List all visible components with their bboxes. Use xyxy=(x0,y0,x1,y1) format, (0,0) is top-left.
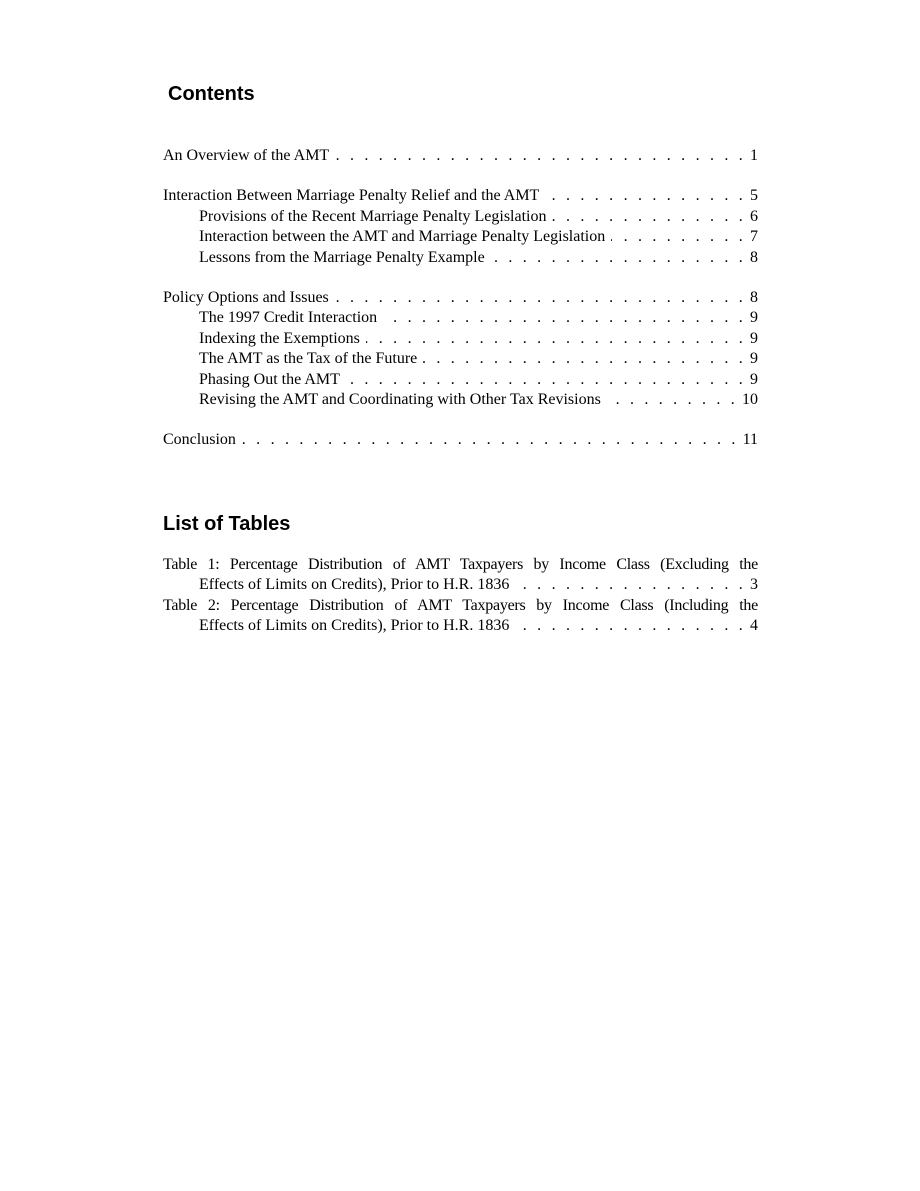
dot-leader xyxy=(335,288,746,308)
toc-entry-title: Provisions of the Recent Marriage Penalty Legislation xyxy=(199,207,547,225)
dot-leader xyxy=(515,575,746,595)
toc-entry-page: 11 xyxy=(742,431,758,449)
table-entry[interactable] xyxy=(163,555,758,596)
toc-entry-page: 9 xyxy=(750,370,758,388)
table-entry-title-line1: Table 2: Percentage Distribution of AMT Taxpayers by Income Class (Including the xyxy=(163,596,758,614)
table-entry-page: 3 xyxy=(750,576,758,594)
toc-entry-page: 9 xyxy=(750,350,758,368)
dot-leader xyxy=(552,207,746,227)
dot-leader xyxy=(423,349,746,369)
toc-entry-title: Policy Options and Issues xyxy=(163,288,329,306)
toc-entry-page: 10 xyxy=(742,390,758,408)
toc-entry-title: Interaction Between Marriage Penalty Relief and the AMT xyxy=(163,187,540,205)
toc-entry-title: Interaction between the AMT and Marriage Penalty Legislation xyxy=(199,228,606,246)
toc-entry-page: 9 xyxy=(750,329,758,347)
toc-entry[interactable] xyxy=(163,288,758,308)
toc-subentry[interactable] xyxy=(163,349,758,369)
list-of-tables-heading: List of Tables xyxy=(163,513,291,535)
dot-leader xyxy=(335,146,746,166)
toc-subentry[interactable] xyxy=(163,370,758,390)
toc-section-conclusion xyxy=(163,430,758,450)
toc-section-interaction xyxy=(163,186,758,268)
toc-entry-title: Conclusion xyxy=(163,431,236,449)
toc-entry-page: 6 xyxy=(750,207,758,225)
toc-entry-page: 7 xyxy=(750,228,758,246)
dot-leader xyxy=(242,430,739,450)
toc-entry-title: Revising the AMT and Coordinating with Other Tax Revisions xyxy=(199,390,601,408)
dot-leader xyxy=(346,370,746,390)
toc-entry[interactable] xyxy=(163,430,758,450)
toc-section-overview xyxy=(163,146,758,166)
table-entry-line2 xyxy=(163,616,758,636)
table-entry[interactable] xyxy=(163,596,758,637)
toc-entry-title: Phasing Out the AMT xyxy=(199,370,340,388)
contents-heading: Contents xyxy=(168,83,255,105)
toc-entry-page: 8 xyxy=(750,288,758,306)
toc-entry-page: 8 xyxy=(750,248,758,266)
toc-entry[interactable] xyxy=(163,186,758,206)
dot-leader xyxy=(366,329,746,349)
toc-entry-page: 1 xyxy=(750,147,758,164)
dot-leader xyxy=(383,308,746,328)
toc-entry-title: The AMT as the Tax of the Future xyxy=(199,350,418,368)
toc-subentry[interactable] xyxy=(163,390,758,410)
dot-leader xyxy=(545,186,746,206)
toc-entry-title: Lessons from the Marriage Penalty Example xyxy=(199,248,485,266)
table-entry-title-line2: Effects of Limits on Credits), Prior to H.R. 1836 xyxy=(199,617,510,635)
table-of-contents xyxy=(163,146,758,451)
dot-leader xyxy=(607,390,738,410)
dot-leader xyxy=(611,227,746,247)
toc-subentry[interactable] xyxy=(163,329,758,349)
toc-entry[interactable] xyxy=(163,146,758,166)
table-entry-line2 xyxy=(163,575,758,595)
toc-subentry[interactable] xyxy=(163,308,758,328)
toc-entry-title: Indexing the Exemptions xyxy=(199,329,360,347)
toc-subentry[interactable] xyxy=(163,227,758,247)
toc-section-policy xyxy=(163,288,758,410)
toc-entry-page: 5 xyxy=(750,187,758,205)
list-of-tables xyxy=(163,555,758,637)
table-entry-title-line1: Table 1: Percentage Distribution of AMT Taxpayers by Income Class (Excluding the xyxy=(163,556,758,573)
table-entry-page: 4 xyxy=(750,617,758,635)
toc-subentry[interactable] xyxy=(163,248,758,268)
toc-entry-page: 9 xyxy=(750,309,758,327)
table-entry-title-line2: Effects of Limits on Credits), Prior to H.R. 1836 xyxy=(199,576,510,594)
toc-entry-title: The 1997 Credit Interaction xyxy=(199,309,378,327)
dot-leader xyxy=(491,248,746,268)
dot-leader xyxy=(515,616,746,636)
toc-subentry[interactable] xyxy=(163,207,758,227)
toc-entry-title: An Overview of the AMT xyxy=(163,147,330,164)
